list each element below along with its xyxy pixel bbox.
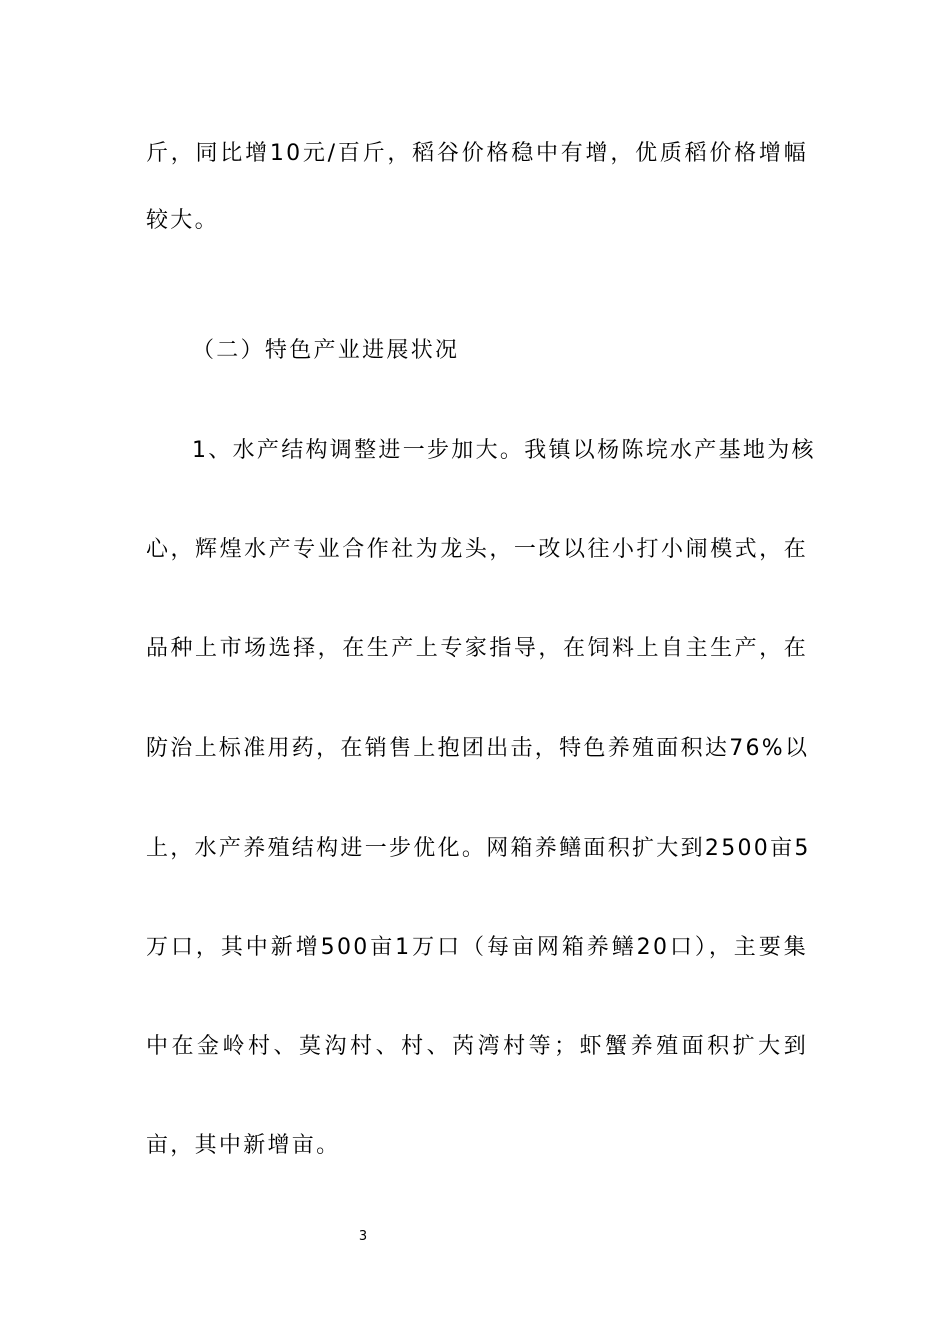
paragraph-line: 较大。 <box>146 208 219 233</box>
paragraph-line: 上，水产养殖结构进一步优化。网箱养鳝面积扩大到2500亩5 <box>146 836 811 861</box>
paragraph-line: 亩，其中新增亩。 <box>146 1133 341 1158</box>
paragraph-line: 心，辉煌水产专业合作社为龙头，一改以往小打小闹模式，在 <box>146 537 808 562</box>
page-number: 3 <box>358 1229 368 1244</box>
paragraph-line: 万口，其中新增500亩1万口（每亩网箱养鳝20口），主要集 <box>146 935 808 960</box>
section-heading: （二）特色产业进展状况 <box>192 338 460 363</box>
paragraph-line: 中在金岭村、莫沟村、村、芮湾村等；虾蟹养殖面积扩大到 <box>146 1034 808 1059</box>
paragraph-line: 品种上市场选择，在生产上专家指导，在饲料上自主生产，在 <box>146 636 808 661</box>
paragraph-line: 防治上标准用药，在销售上抱团出击，特色养殖面积达76%以 <box>146 736 810 761</box>
paragraph-line: 1、水产结构调整进一步加大。我镇以杨陈垸水产基地为核 <box>192 438 816 463</box>
paragraph-line: 斤，同比增10元/百斤，稻谷价格稳中有增，优质稻价格增幅 <box>146 141 808 166</box>
